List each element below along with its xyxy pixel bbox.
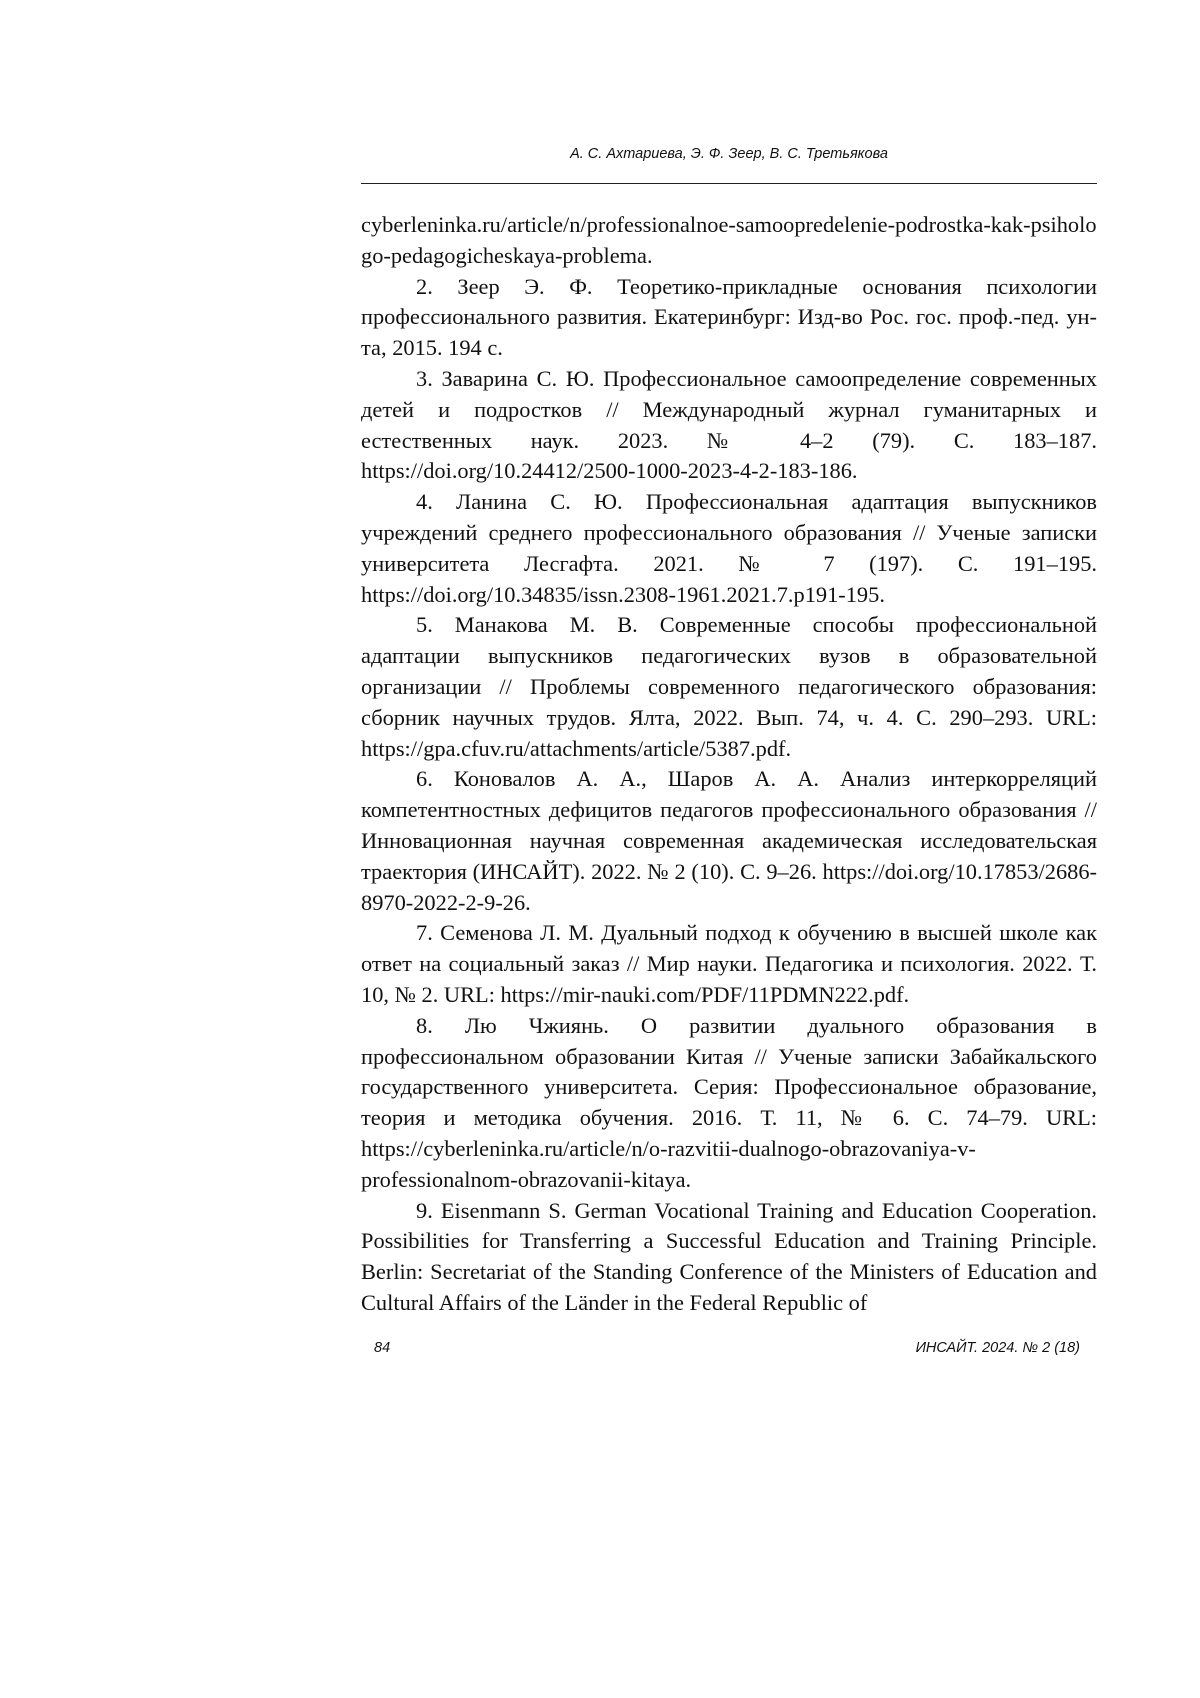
reference-item: 5. Манакова М. В. Современные способы профессиональной адаптации выпускников педагогических вузов в образовательной организации // Проблемы современного педагогического образования: сборник научных трудов. Ялта, 2022. Вып. 74, ч. 4. С. 290–293. URL: https://gpa.cfuv.ru/attachments/article/5387.pdf. xyxy=(361,610,1097,764)
reference-item: 2. Зеер Э. Ф. Теоретико-прикладные основания психологии профессионального развития. Екатеринбург: Изд-во Рос. гос. проф.-пед. ун-та, 2015. 194 с. xyxy=(361,272,1097,364)
reference-item: 3. Заварина С. Ю. Профессиональное самоопределение современных детей и подростков // Международный журнал гуманитарных и естественных наук. 2023. № 4–2 (79). С. 183–187. https://doi.org/10.24412/2500-1000-2023-4-2-183-186. xyxy=(361,364,1097,487)
journal-footer: ИНСАЙТ. 2024. № 2 (18) xyxy=(916,1340,1080,1356)
header-divider xyxy=(361,183,1097,184)
reference-continuation: cyberleninka.ru/article/n/professionalnoe-samoopredelenie-podrostka-kak-psihologo-pedagogicheskaya-problema. xyxy=(361,210,1097,272)
reference-item: 8. Лю Чжиянь. О развитии дуального образования в профессиональном образовании Китая // Ученые записки Забайкальского государственного университета. Серия: Профессиональное образование, теория и методика обучения. 2016. Т. 11, № 6. С. 74–79. URL: https://cyberleninka.ru/article/n/o-razvitii-dualnogo-obrazovaniya-v-professionalnom-obrazovanii-kitaya. xyxy=(361,1011,1097,1196)
reference-list xyxy=(361,210,1097,1319)
reference-item: 9. Eisenmann S. German Vocational Training and Education Cooperation. Possibilities for Transferring a Successful Education and Training Principle. Berlin: Secretariat of the Standing Conference of the Ministers of Education and Cultural Affairs of the Länder in the Federal Republic of xyxy=(361,1196,1097,1319)
reference-item: 4. Ланина С. Ю. Профессиональная адаптация выпускников учреждений среднего профессионального образования // Ученые записки университета Лесгафта. 2021. № 7 (197). С. 191–195. https://doi.org/10.34835/issn.2308-1961.2021.7.p191-195. xyxy=(361,487,1097,610)
document-page xyxy=(0,0,1200,1698)
running-header: А. С. Ахтариева, Э. Ф. Зеер, В. С. Третьякова xyxy=(361,146,1097,162)
reference-item: 6. Коновалов А. А., Шаров А. А. Анализ интеркорреляций компетентностных дефицитов педагогов профессионального образования // Инновационная научная современная академическая исследовательская траектория (ИНСАЙТ). 2022. № 2 (10). С. 9–26. https://doi.org/10.17853/2686-8970-2022-2-9-26. xyxy=(361,764,1097,918)
reference-item: 7. Семенова Л. М. Дуальный подход к обучению в высшей школе как ответ на социальный заказ // Мир науки. Педагогика и психология. 2022. Т. 10, № 2. URL: https://mir-nauki.com/PDF/11PDMN222.pdf. xyxy=(361,918,1097,1010)
page-number: 84 xyxy=(374,1340,390,1356)
